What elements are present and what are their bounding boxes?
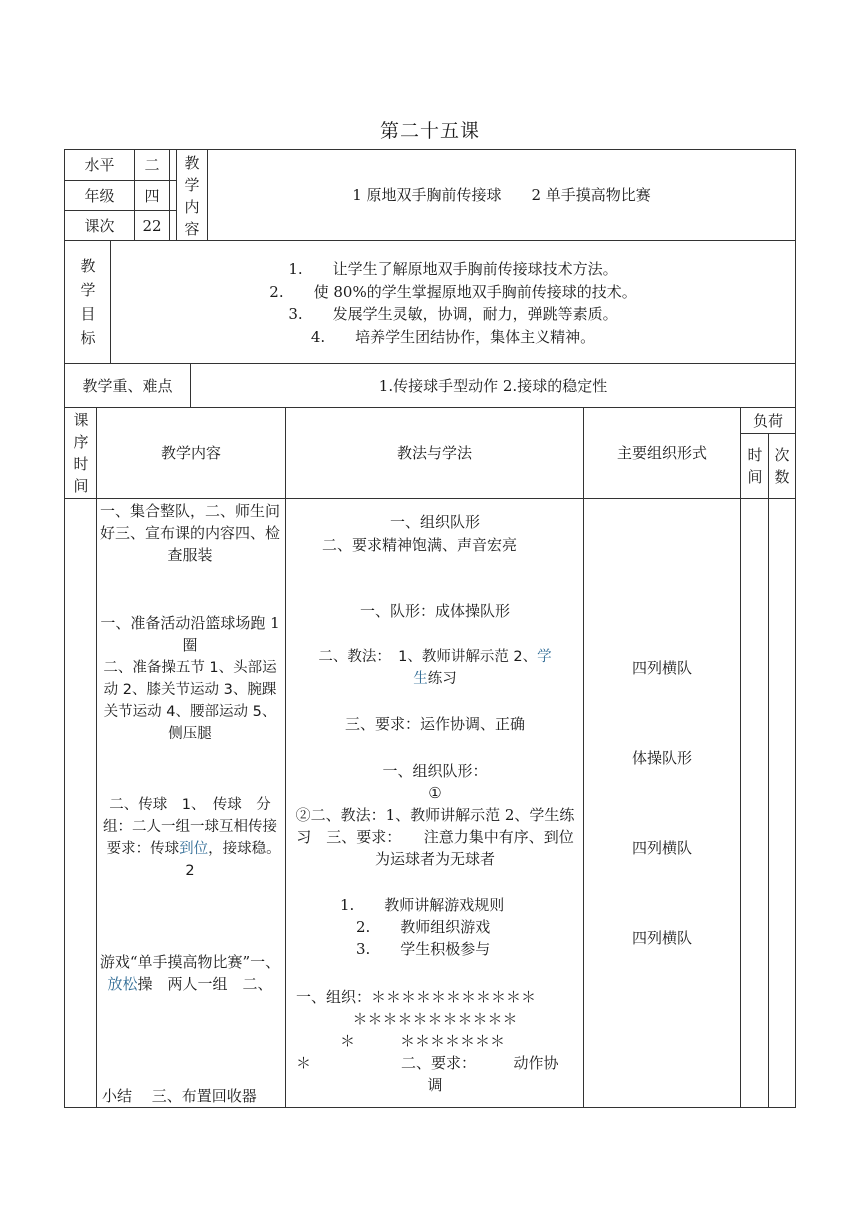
org-form: 四列横队 (631, 839, 692, 857)
method-requirement-coord: 三、要求：运作协调、正确 (344, 715, 525, 733)
col-load: 负荷 (752, 411, 783, 430)
content-game-highlight: 放松 (107, 975, 138, 993)
objectives-label: 教学目标 (80, 257, 96, 347)
objective-item: 2. 使 80%的学生掌握原地双手胸前传接球的技术。 (269, 282, 637, 301)
method-teaching-text: 二、教法： 1、教师讲解示范 2、 (318, 649, 538, 665)
objectives-list (111, 258, 795, 348)
content-label: 教学内容 (184, 153, 200, 238)
content-passing (99, 794, 293, 882)
method-game-step: 2. 教师组织游戏 (356, 918, 491, 936)
method-teaching-highlight: 生 (413, 671, 428, 687)
content-text: 1 原地双手胸前传接球 2 单手摸高物比赛 (352, 186, 651, 204)
col-load-count: 次数 (774, 446, 790, 486)
method-teaching-text-end: 练习 (427, 671, 457, 687)
grade-value: 四 (144, 186, 160, 205)
content-passing-text-end: ，接球稳。 2 (185, 841, 293, 879)
method-org-stars: ＊＊＊＊＊＊＊＊＊＊＊ (352, 1010, 518, 1028)
content-summary: 小结 三、布置回收器 (102, 1087, 257, 1105)
lesson-value: 22 (142, 216, 162, 235)
objective-item: 1. 让学生了解原地双手胸前传接球技术方法。 (288, 260, 618, 278)
content-passing-text: 二、传球 1、 传球 分组：二人一组一球互相传接要求：传球 (103, 797, 277, 857)
grade-label: 年级 (84, 186, 115, 205)
method-org-formation-2: 一、组织队形： (382, 762, 488, 780)
level-value: 二 (144, 156, 160, 174)
content-game-text: 游戏“单手摸高物比赛”一、 (99, 953, 281, 971)
org-form: 四列横队 (631, 659, 692, 677)
method-game-step: 1. 教师讲解游戏规则 (340, 896, 505, 914)
content-opening: 一、集合整队，二、师生问好三、宣布课的内容四、检查服装 (100, 502, 281, 564)
col-org: 主要组织形式 (616, 444, 707, 462)
method-org-stars: ＊ ＊＊＊＊＊＊＊ (340, 1032, 506, 1050)
method-org-formation: 一、组织队形 (389, 513, 480, 531)
method-circle-1: ① (428, 784, 442, 802)
content-warmup-run: 一、准备活动沿篮球场跑 1 圈 (100, 614, 280, 654)
objective-item: 3. 发展学生灵敏，协调，耐力，弹跳等素质。 (288, 305, 618, 323)
method-teaching (290, 646, 580, 690)
objective-item: 4. 培养学生团结协作，集体主义精神。 (310, 327, 596, 346)
org-form: 体操队形 (631, 749, 692, 767)
page-title: 第二十五课 (379, 120, 480, 142)
key-points-text: 1.传接球手型动作 2.接球的稳定性 (378, 376, 608, 395)
method-requirement-final: ＊ 二、要求： 动作协 (296, 1054, 559, 1072)
content-game-text-end: 操 两人一组 二、 (137, 975, 273, 993)
method-passing-teaching: ②二、教法：1、教师讲解示范 2、学生练习 三、要求： 注意力集中有序、到位为运球者为无球者 (295, 806, 575, 868)
method-requirement-spirit: 二、要求精神饱满、声音宏亮 (322, 536, 518, 554)
col-time: 课序时间 (73, 411, 89, 495)
method-teaching-highlight: 学 (537, 649, 552, 665)
method-game-step: 3. 学生积极参与 (356, 940, 491, 958)
col-method: 教法与学法 (396, 444, 472, 462)
level-label: 水平 (84, 156, 115, 174)
org-form: 四列横队 (631, 929, 692, 947)
col-content: 教学内容 (160, 444, 221, 462)
content-game (99, 951, 281, 995)
content-passing-highlight: 到位 (179, 841, 209, 857)
method-requirement-final-end: 调 (427, 1076, 443, 1094)
method-formation: 一、队形：成体操队形 (359, 602, 510, 620)
method-org-stars: 一、组织：＊＊＊＊＊＊＊＊＊＊＊ (296, 988, 537, 1006)
key-points-label: 教学重、难点 (82, 376, 173, 395)
content-warmup-exercises: 二、准备操五节 1、头部运动 2、膝关节运动 3、腕踝关节运动 4、腰部运动 5、侧压腿 (103, 660, 277, 742)
lesson-label: 课次 (84, 216, 115, 235)
col-load-time: 时间 (747, 446, 763, 486)
